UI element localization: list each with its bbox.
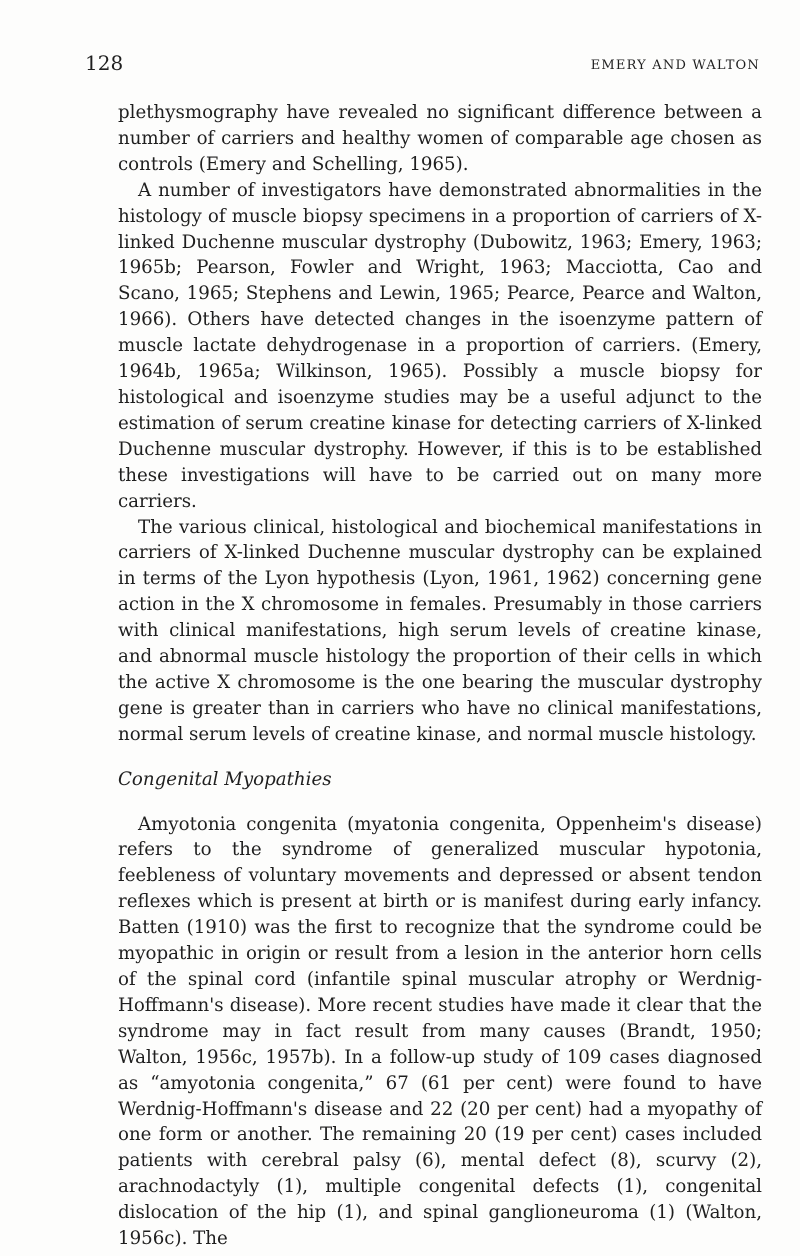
body-text [118,100,762,1252]
paragraph-plethysmography: plethysmography have revealed no significant difference between a number of carriers and healthy women of comparable age chosen as controls (Emery and Schelling, 1965). [118,102,762,175]
paragraph-lyon-hypothesis: The various clinical, histological and biochemical manifestations in carriers of X-linked Duchenne muscular dystrophy can be explained in terms of the Lyon hypothesis (Lyon, 1961, 1962) concerning gene action in the X chromosome in females. Presumably in those carriers with clinical manifestations, high serum levels of creatine kinase, and abnormal muscle histology the proportion of their cells in which the active X chromosome is the one bearing the muscular dystrophy gene is greater than in carriers who have no clinical manifestations, normal serum levels of creatine kinase, and normal muscle histology. [118,516,762,745]
page-number: 128 [85,51,124,75]
paragraph-muscle-biopsy-histology: A number of investigators have demonstrated abnormalities in the histology of muscle biopsy specimens in a proportion of carriers of X-linked Duchenne muscular dystrophy (Dubowitz, 1963; Emery, 1963; 1965b; Pearson, Fowler and Wright, 1963; Macciotta, Cao and Scano, 1965; Stephens and Lewin, 1965; Pearce, Pearce and Walton, 1966). Others have detected changes in the isoenzyme pattern of muscle lactate dehydrogenase in a proportion of carriers. (Emery, 1964b, 1965a; Wilkinson, 1965). Possibly a muscle biopsy for histological and isoenzyme studies may be a useful adjunct to the estimation of serum creatine kinase for detecting carriers of X-linked Duchenne muscular dystrophy. However, if this is to be established these investigations will have to be carried out on many more carriers. [118,179,762,512]
paragraph-amyotonia-congenita: Amyotonia congenita (myatonia congenita, Oppenheim's disease) refers to the syndrome of generalized muscular hypotonia, feebleness of voluntary movements and depressed or absent tendon reflexes which is present at birth or is manifest during early infancy. Batten (1910) was the first to recognize that the syndrome could be myopathic in origin or result from a lesion in the anterior horn cells of the spinal cord (infantile spinal muscular atrophy or Werdnig-Hoffmann's disease). More recent studies have made it clear that the syndrome may in fact result from many causes (Brandt, 1950; Walton, 1956c, 1957b). In a follow-up study of 109 cases diagnosed as “amyotonia congenita,” 67 (61 per cent) were found to have Werdnig-Hoffmann's disease and 22 (20 per cent) had a myopathy of one form or another. The remaining 20 (19 per cent) cases included patients with cerebral palsy (6), mental defect (8), scurvy (2), arachnodactyly (1), multiple congenital defects (1), congenital dislocation of the hip (1), and spinal ganglioneuroma (1) (Walton, 1956c). The [118,813,762,1250]
section-heading: Congenital Myopathies [118,768,332,790]
page-header [85,50,760,80]
running-head: EMERY AND WALTON [590,58,760,73]
